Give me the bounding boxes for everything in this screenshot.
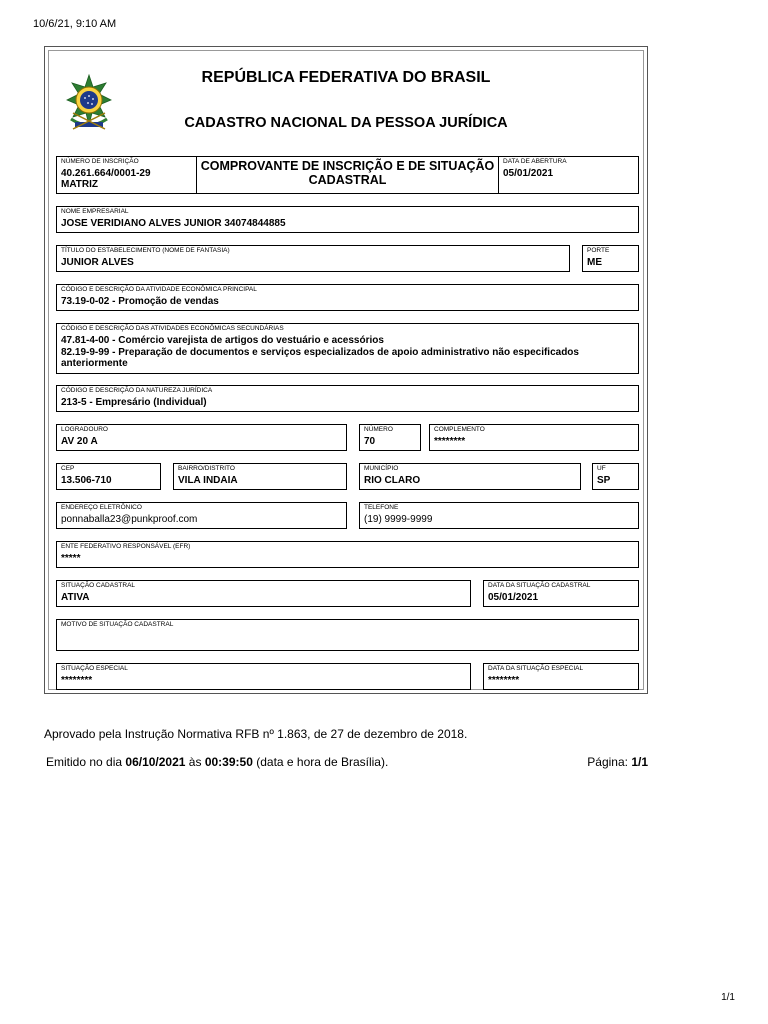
business-name-box xyxy=(56,206,639,233)
state-label: UF xyxy=(597,465,606,472)
street-number-label: NÚMERO xyxy=(364,426,393,433)
secondary-activities-label: CÓDIGO E DESCRIÇÃO DAS ATIVIDADES ECONÔMICAS SECUNDÁRIAS xyxy=(61,325,284,332)
registration-status-box xyxy=(56,580,471,607)
registration-status-value: ATIVA xyxy=(61,592,90,603)
status-date-box xyxy=(483,580,639,607)
zip-code-value: 13.506-710 xyxy=(61,475,112,486)
special-status-label: SITUAÇÃO ESPECIAL xyxy=(61,665,128,672)
emission-prefix: Emitido no dia xyxy=(46,755,123,769)
secondary-activities-box xyxy=(56,323,639,374)
district-value: VILA INDAIA xyxy=(178,475,238,486)
document-title-box xyxy=(196,156,499,194)
email-label: ENDEREÇO ELETRÔNICO xyxy=(61,504,142,511)
emission-date: 06/10/2021 xyxy=(125,755,186,769)
district-label: BAIRRO/DISTRITO xyxy=(178,465,235,472)
phone-value: (19) 9999-9999 xyxy=(364,514,433,525)
approval-note: Aprovado pela Instrução Normativa RFB nº 1.863, de 27 de dezembro de 2018. xyxy=(44,727,468,741)
street-number-box xyxy=(359,424,421,451)
cnpj-registry-title: CADASTRO NACIONAL DA PESSOA JURÍDICA xyxy=(184,115,508,131)
document-title: COMPROVANTE DE INSCRIÇÃO E DE SITUAÇÃO CADASTRAL xyxy=(200,159,495,187)
special-status-date-label: DATA DA SITUAÇÃO ESPECIAL xyxy=(488,665,584,672)
registration-number-box xyxy=(56,156,197,194)
complement-box xyxy=(429,424,639,451)
emission-line xyxy=(46,755,388,769)
company-size-value: ME xyxy=(587,257,602,268)
city-label: MUNICÍPIO xyxy=(364,465,399,472)
street-box xyxy=(56,424,347,451)
opening-date-label: DATA DE ABERTURA xyxy=(503,158,567,165)
trade-name-label: TÍTULO DO ESTABELECIMENTO (NOME DE FANTASIA) xyxy=(61,247,230,254)
complement-label: COMPLEMENTO xyxy=(434,426,485,433)
trade-name-value: JUNIOR ALVES xyxy=(61,257,134,268)
phone-box xyxy=(359,502,639,529)
legal-nature-label: CÓDIGO E DESCRIÇÃO DA NATUREZA JURÍDICA xyxy=(61,387,213,394)
state-box xyxy=(592,463,639,490)
secondary-activity-1: 47.81-4-00 - Comércio varejista de artigos do vestuário e acessórios xyxy=(61,335,384,346)
emission-mid: às xyxy=(188,755,202,769)
special-status-date-value: ******** xyxy=(488,675,520,686)
republic-title: REPÚBLICA FEDERATIVA DO BRASIL xyxy=(201,69,491,86)
emission-suffix: (data e hora de Brasília). xyxy=(256,755,389,769)
main-activity-label: CÓDIGO E DESCRIÇÃO DA ATIVIDADE ECONÔMICA PRINCIPAL xyxy=(61,286,257,293)
page-value: 1/1 xyxy=(631,755,648,769)
zip-code-box xyxy=(56,463,161,490)
opening-date-box xyxy=(498,156,639,194)
print-page-counter: 1/1 xyxy=(721,992,735,1003)
trade-name-box xyxy=(56,245,570,272)
legal-nature-value: 213-5 - Empresário (Individual) xyxy=(61,397,207,408)
zip-code-label: CEP xyxy=(61,465,75,472)
street-value: AV 20 A xyxy=(61,436,98,447)
efr-box xyxy=(56,541,639,568)
status-reason-box xyxy=(56,619,639,651)
state-value: SP xyxy=(597,475,611,486)
efr-label: ENTE FEDERATIVO RESPONSÁVEL (EFR) xyxy=(61,543,191,550)
phone-label: TELEFONE xyxy=(364,504,399,511)
main-activity-box xyxy=(56,284,639,311)
registration-number-label: NÚMERO DE INSCRIÇÃO xyxy=(61,158,139,165)
business-name-label: NOME EMPRESARIAL xyxy=(61,208,129,215)
status-date-label: DATA DA SITUAÇÃO CADASTRAL xyxy=(488,582,591,589)
opening-date-value: 05/01/2021 xyxy=(503,168,554,179)
street-label: LOGRADOURO xyxy=(61,426,108,433)
secondary-activities-list xyxy=(61,335,634,370)
document-frame xyxy=(44,46,648,694)
email-box xyxy=(56,502,347,529)
secondary-activity-2: 82.19-9-99 - Preparação de documentos e serviços especializados de apoio administrativo não especificados anteriormente xyxy=(61,346,579,369)
special-status-date-box xyxy=(483,663,639,690)
special-status-value: ******** xyxy=(61,675,93,686)
special-status-box xyxy=(56,663,471,690)
district-box xyxy=(173,463,347,490)
legal-nature-box xyxy=(56,385,639,412)
page-indicator xyxy=(587,755,648,769)
company-size-label: PORTE xyxy=(587,247,610,254)
page-label: Página: xyxy=(587,755,628,769)
status-date-value: 05/01/2021 xyxy=(488,592,539,603)
print-date: 10/6/21, 9:10 AM xyxy=(33,18,117,30)
business-name-value: JOSE VERIDIANO ALVES JUNIOR 34074844885 xyxy=(61,218,286,229)
emission-time: 00:39:50 xyxy=(204,755,253,769)
status-reason-label: MOTIVO DE SITUAÇÃO CADASTRAL xyxy=(61,621,174,628)
email-value: ponnaballa23@punkproof.com xyxy=(61,514,198,525)
document-inner-frame xyxy=(48,50,644,690)
company-size-box xyxy=(582,245,639,272)
city-value: RIO CLARO xyxy=(364,475,421,486)
efr-value: ***** xyxy=(61,553,81,564)
registration-number-value: 40.261.664/0001-29 xyxy=(61,168,151,179)
complement-value: ******** xyxy=(434,436,466,447)
registration-status-label: SITUAÇÃO CADASTRAL xyxy=(61,582,136,589)
city-box xyxy=(359,463,581,490)
main-activity-value: 73.19-0-02 - Promoção de vendas xyxy=(61,296,219,307)
establishment-type-value: MATRIZ xyxy=(61,179,99,190)
street-number-value: 70 xyxy=(364,436,376,447)
